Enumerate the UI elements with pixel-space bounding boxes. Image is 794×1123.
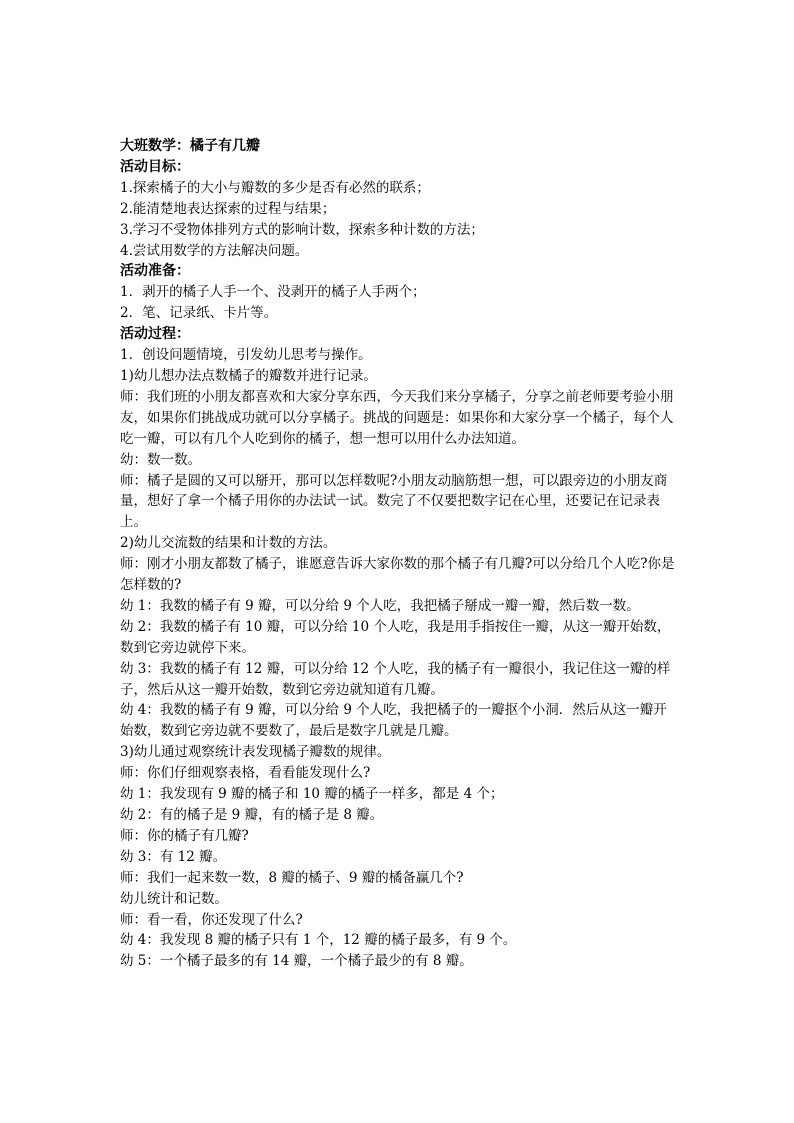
process-paragraph: 师：你们仔细观察表格，看看能发现什么? (120, 765, 371, 782)
process-paragraph: 师：我们一起来数一数，8 瓣的橘子、9 瓣的橘备赢几个? (120, 869, 464, 886)
goal-item: 2.能清楚地表达探索的过程与结果； (120, 200, 336, 217)
process-paragraph: 幼：数一数。 (120, 451, 201, 468)
process-paragraph: 1)幼儿想办法点数橘子的瓣数并进行记录。 (120, 367, 377, 384)
prep-item: 1．剥开的橘子人手一个、没剥开的橘子人手两个； (120, 284, 426, 301)
process-paragraph: 2)幼儿交流数的结果和计数的方法。 (120, 535, 337, 552)
process-paragraph: 幼 4：我数的橘子有 9 瓣，可以分给 9 个人吃，我把橘子的一瓣抠个小洞．然后从这一瓣开始数，数到它旁边就不要数了，最后是数字几就是几瓣。 (120, 702, 667, 740)
process-paragraph: 3)幼儿通过观察统计表发现橘子瓣数的规律。 (120, 744, 391, 761)
goals-heading: 活动目标： (120, 158, 190, 175)
process-paragraph: 师：我们班的小朋友都喜欢和大家分享东西，今天我们来分享橘子，分享之前老师要考验小朋友，如果你们挑战成功就可以分享橘子。挑战的问题是：如果你和大家分享一个橘子，每个人吃一瓣，可以有几个人吃到你的橘子，想一想可以用什么办法知道。 (120, 388, 674, 447)
prep-heading: 活动准备： (120, 263, 190, 280)
document-title: 大班数学：橘子有几瓣 (120, 138, 260, 154)
process-paragraph: 幼 5：一个橘子最多的有 14 瓣，一个橘子最少的有 8 瓣。 (120, 953, 473, 970)
process-paragraph: 幼 3：有 12 瓣。 (120, 848, 227, 865)
process-paragraph: 师：刚才小朋友都数了橘子，谁愿意告诉大家你数的那个橘子有几瓣?可以分给几个人吃?你是怎样数的? (120, 556, 675, 594)
process-paragraph: 1．创设问题情境，引发幼儿思考与操作。 (120, 347, 372, 364)
goal-item: 1.探索橘子的大小与瓣数的多少是否有必然的联系； (120, 179, 430, 196)
process-heading: 活动过程： (120, 326, 190, 343)
process-paragraph: 师：看一看，你还发现了什么? (120, 911, 303, 928)
process-paragraph: 师：你的橘子有几瓣? (120, 827, 249, 844)
goal-item: 3.学习不受物体排列方式的影响计数，探索多种计数的方法； (120, 221, 484, 238)
goal-item: 4.尝试用数学的方法解决问题。 (120, 242, 309, 259)
process-paragraph: 幼 1：我数的橘子有 9 瓣，可以分给 9 个人吃，我把橘子掰成一瓣一瓣，然后数一数。 (120, 597, 640, 614)
process-paragraph: 师：橘子是圆的又可以掰开，那可以怎样数呢?小朋友动脑筋想一想，可以跟旁边的小朋友商量，想好了拿一个橘子用你的办法试一试。数完了不仅要把数字记在心里，还要记在记录表上。 (120, 472, 668, 531)
prep-item: 2．笔、记录纸、卡片等。 (120, 305, 278, 322)
process-paragraph: 幼 1：我发现有 9 瓣的橘子和 10 瓣的橘子一样多，都是 4 个； (120, 786, 504, 803)
process-paragraph: 幼 2：我数的橘子有 10 瓣，可以分给 10 个人吃，我是用手指按住一瓣，从这一瓣开始数，数到它旁边就停下来。 (120, 618, 671, 656)
process-paragraph: 幼 3：我数的橘子有 12 瓣，可以分给 12 个人吃，我的橘子有一瓣很小，我记住这一瓣的样子，然后从这一瓣开始数，数到它旁边就知道有几瓣。 (120, 660, 671, 698)
document-body (120, 136, 680, 972)
process-paragraph: 幼 2：有的橘子是 9 瓣，有的橘子是 8 瓣。 (120, 807, 384, 823)
process-paragraph: 幼儿统计和记数。 (120, 890, 228, 907)
process-paragraph: 幼 4：我发现 8 瓣的橘子只有 1 个，12 瓣的橘子最多，有 9 个。 (120, 932, 517, 949)
